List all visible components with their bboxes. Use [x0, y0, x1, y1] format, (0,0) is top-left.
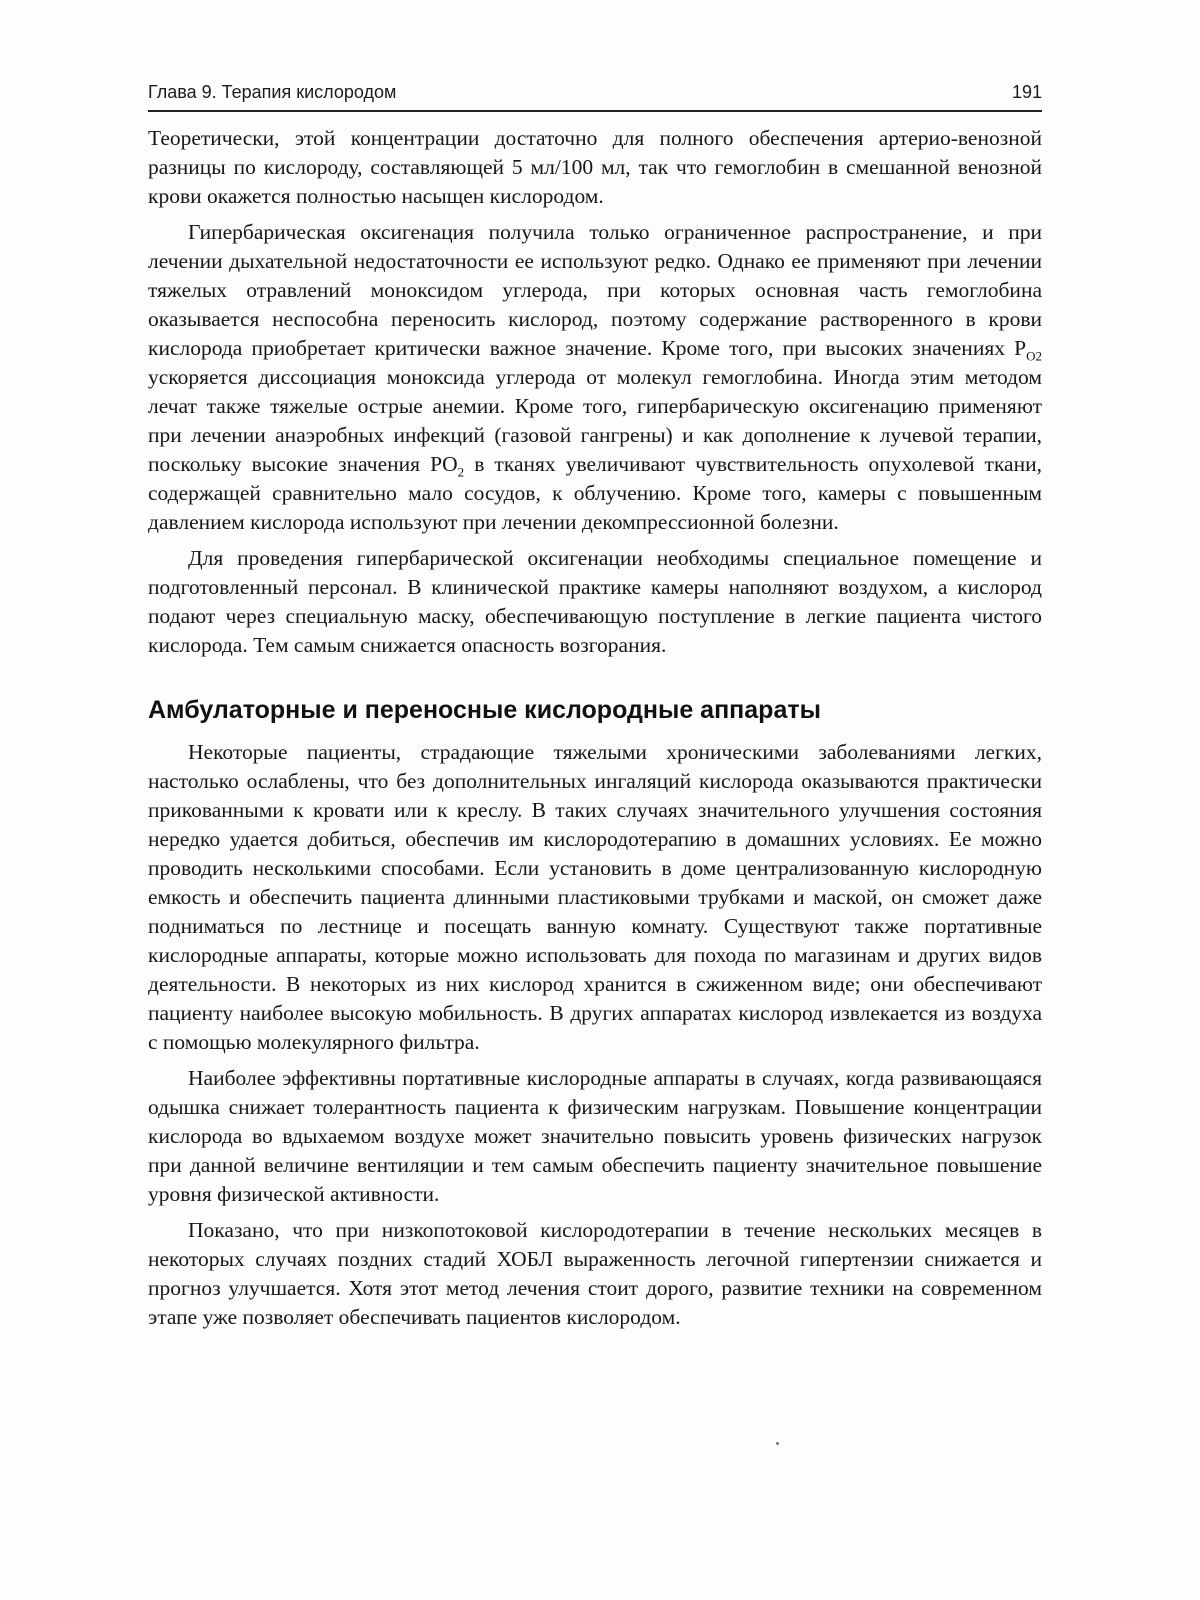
- subscript-2: 2: [457, 464, 465, 480]
- running-head: [148, 78, 1042, 106]
- page-number: 191: [1011, 82, 1042, 102]
- paragraph-2-part-3: в тканях увеличивают чувствительность опухолевой ткани, содержащей сравнительно мало сосудов, к облучению. Кроме того, камеры с повышенным давлением кислорода используют при лечении декомпрессионной болезни.: [148, 452, 1042, 534]
- section-heading: Амбулаторные и переносные кислородные аппараты: [148, 696, 821, 724]
- print-speck: [776, 1442, 779, 1445]
- subscript-o2: O2: [1026, 348, 1042, 364]
- paragraph-3: Для проведения гипербарической оксигенации необходимы специальное помещение и подготовленный персонал. В клинической практике камеры наполняют воздухом, а кислород подают через специальную маску, обеспечивающую поступление в легкие пациента чистого кислорода. Тем самым снижается опасность возгорания.: [148, 546, 1042, 657]
- paragraph-1: Теоретически, этой концентрации достаточно для полного обеспечения артерио-венозной разницы по кислороду, составляющей 5 мл/100 мл, так что гемоглобин в смешанной венозной крови окажется полностью насыщен кислородом.: [148, 126, 1042, 208]
- paragraph-4: Некоторые пациенты, страдающие тяжелыми хроническими заболеваниями легких, настолько ослаблены, что без дополнительных ингаляций кислорода оказываются практически прикованными к кровати или к креслу. В таких случаях значительного улучшения состояния нередко удается добиться, обеспечив им кислородотерапию в домашних условиях. Ее можно проводить несколькими способами. Если установить в доме централизованную кислородную емкость и обеспечить пациента длинными пластиковыми трубками и маской, он сможет даже подниматься по лестнице и посещать ванную комнату. Существуют также портативные кислородные аппараты, которые можно использовать для похода по магазинам и других видов деятельности. В некоторых из них кислород хранится в сжиженном виде; они обеспечивают пациенту наиболее высокую мобильность. В других аппаратах кислород извлекается из воздуха с помощью молекулярного фильтра.: [148, 740, 1042, 1054]
- paragraph-2-part-1: Гипербарическая оксигенация получила только ограниченное распространение, и при лечении дыхательной недостаточности ее используют редко. Однако ее применяют при лечении тяжелых отравлений моноксидом углерода, при которых основная часть гемоглобина оказывается неспособна переносить кислород, поэтому содержание растворенного в крови кислорода приобретает критически важное значение. Кроме того, при высоких значениях P: [148, 220, 1042, 360]
- paragraph-5: Наиболее эффективны портативные кислородные аппараты в случаях, когда развивающаяся одышка снижает толерантность пациента к физическим нагрузкам. Повышение концентрации кислорода во вдыхаемом воздухе может значительно повысить уровень физических нагрузок при данной величине вентиляции и тем самым обеспечить пациенту значительное повышение уровня физической активности.: [148, 1066, 1042, 1206]
- paragraph-6: Показано, что при низкопотоковой кислородотерапии в течение нескольких месяцев в некоторых случаях поздних стадий ХОБЛ выраженность легочной гипертензии снижается и прогноз улучшается. Хотя этот метод лечения стоит дорого, развитие техники на современном этапе уже позволяет обеспечивать пациентов кислородом.: [148, 1218, 1042, 1329]
- header-rule: [148, 110, 1042, 112]
- chapter-title: Глава 9. Терапия кислородом: [148, 82, 397, 102]
- paragraph-2: [148, 218, 1042, 537]
- body-text: [148, 124, 1042, 1339]
- paragraph-2-part-2: ускоряется диссоциация моноксида углерода от молекул гемоглобина. Иногда этим методом лечат также тяжелые острые анемии. Кроме того, гипербарическую оксигенацию применяют при лечении анаэробных инфекций (газовой гангрены) и как дополнение к лучевой терапии, поскольку высокие значения PO: [148, 365, 1042, 476]
